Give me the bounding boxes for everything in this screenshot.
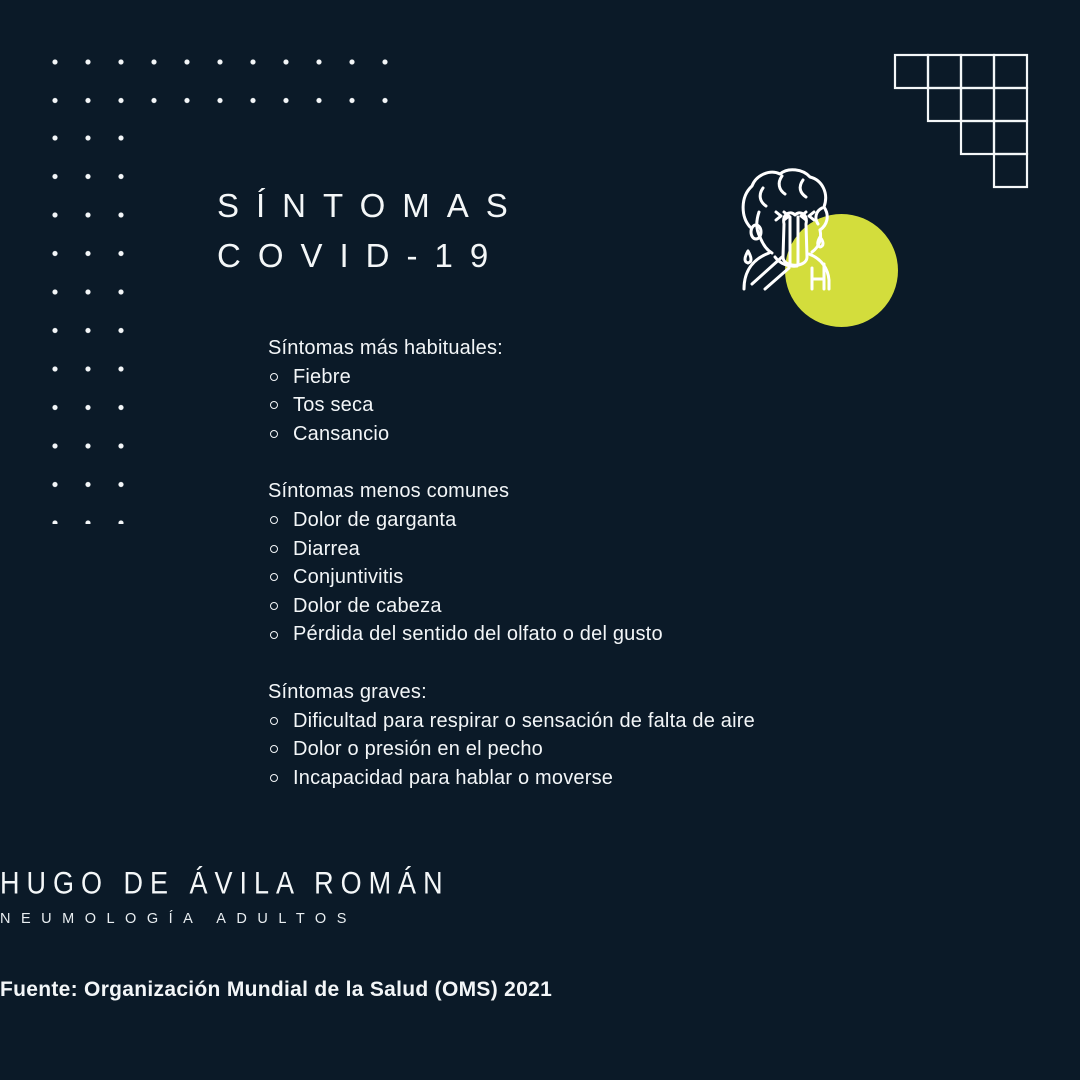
list-item <box>268 535 868 564</box>
section-heading: Síntomas más habituales: <box>268 337 503 359</box>
symptom-text: Dolor de garganta <box>293 508 457 531</box>
bullet-circle-icon <box>270 401 278 409</box>
list-item <box>268 764 868 793</box>
list-item <box>268 563 868 592</box>
symptom-text: Cansancio <box>293 422 390 445</box>
symptom-text: Conjuntivitis <box>293 566 404 589</box>
bullet-circle-icon <box>270 545 278 553</box>
list-item <box>268 391 868 420</box>
symptom-text: Dolor de cabeza <box>293 594 442 617</box>
list-item <box>268 707 868 736</box>
page-title <box>217 181 525 281</box>
bullet-circle-icon <box>270 573 278 581</box>
symptom-text: Tos seca <box>293 394 374 417</box>
list-item <box>268 506 868 535</box>
symptom-text: Dificultad para respirar o sensación de falta de aire <box>293 709 755 732</box>
section-heading: Síntomas graves: <box>268 680 427 703</box>
symptom-text: Pérdida del sentido del olfato o del gusto <box>293 623 663 646</box>
symptom-text: Fiebre <box>293 365 351 388</box>
doctor-specialty: NEUMOLOGÍA ADULTOS <box>0 911 357 927</box>
section-common-symptoms <box>268 334 868 448</box>
symptom-text: Dolor o presión en el pecho <box>293 738 543 761</box>
section-less-common-symptoms <box>268 477 868 649</box>
symptom-lists <box>268 334 868 792</box>
source-note: Fuente: Organización Mundial de la Salud (OMS) 2021 <box>0 978 553 1001</box>
bullet-circle-icon <box>270 717 278 725</box>
dot-grid-top-rows <box>49 56 390 118</box>
bullet-circle-icon <box>270 774 278 782</box>
page-title-line2: COVID-19 <box>217 237 506 274</box>
bullet-circle-icon <box>270 602 278 610</box>
list-item <box>268 420 868 449</box>
bullet-circle-icon <box>270 631 278 639</box>
list-item <box>268 592 868 621</box>
list-item <box>268 363 868 392</box>
bullet-circle-icon <box>270 745 278 753</box>
bullet-circle-icon <box>270 430 278 438</box>
symptom-text: Incapacidad para hablar o moverse <box>293 766 614 789</box>
dot-grid-left-columns <box>49 132 127 524</box>
section-heading: Síntomas menos comunes <box>268 480 510 503</box>
page-title-line1: SÍNTOMAS <box>217 187 525 224</box>
list-item <box>268 735 868 764</box>
list-item <box>268 620 868 649</box>
section-severe-symptoms <box>268 678 868 792</box>
doctor-name: HUGO DE ÁVILA ROMÁN <box>0 865 450 901</box>
sneezing-person-icon <box>737 167 833 291</box>
bullet-circle-icon <box>270 516 278 524</box>
staircase-square-grid-icon <box>893 53 1029 189</box>
bullet-circle-icon <box>270 373 278 381</box>
symptom-text: Diarrea <box>293 537 360 560</box>
